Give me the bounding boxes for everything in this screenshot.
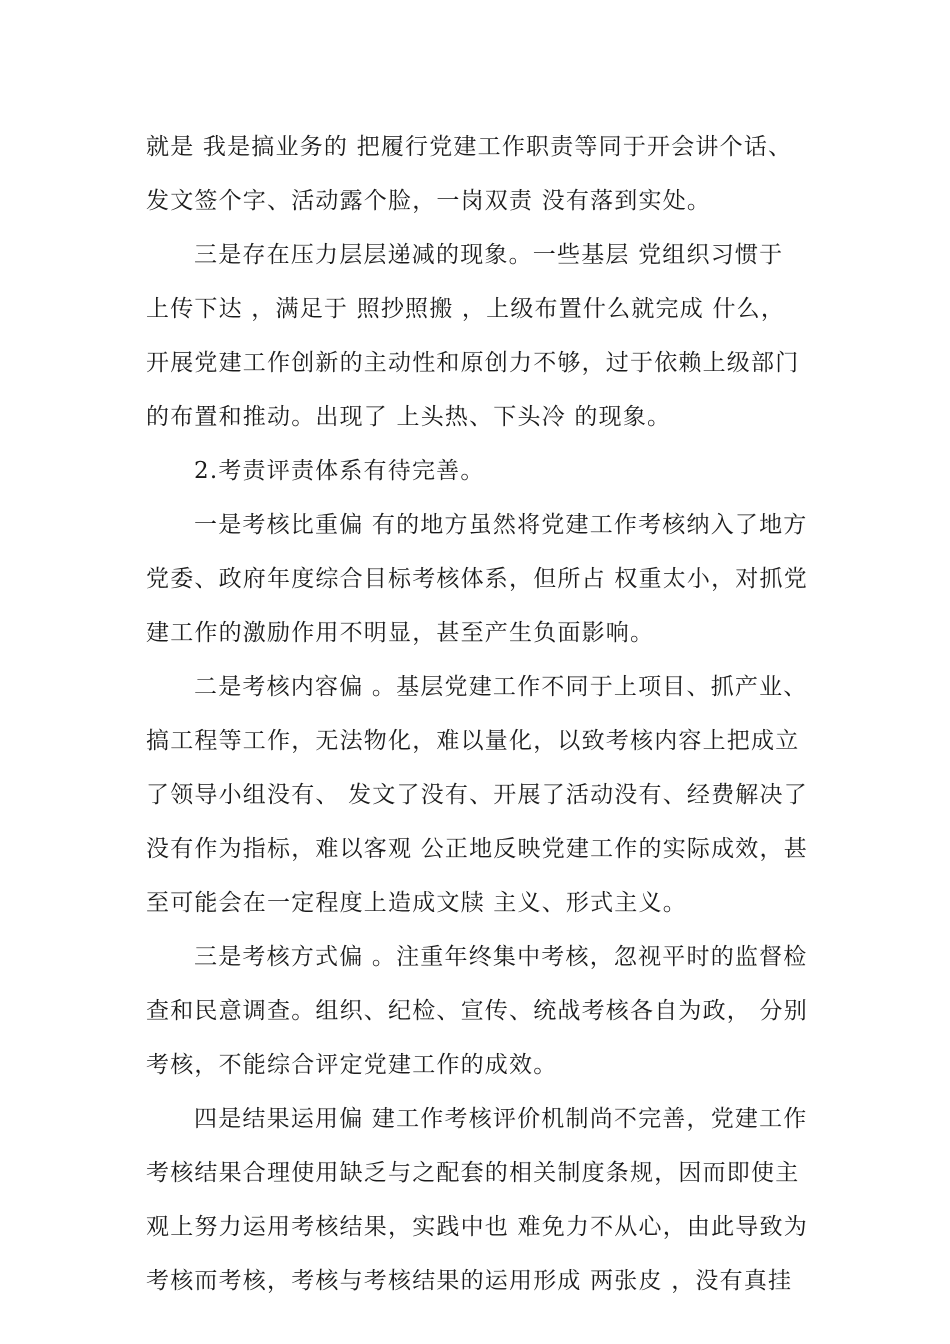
text-line: 考核，不能综合评定党建工作的成效。 <box>146 1052 558 1078</box>
text-line: 的布置和推动。出现了 上头热、下头冷 的现象。 <box>146 404 672 430</box>
text-line: 查和民意调查。组织、纪检、宣传、统战考核各自为政， 分别 <box>146 998 808 1024</box>
paragraph-start-line: 三是存在压力层层递减的现象。一些基层 党组织习惯于 <box>194 242 784 268</box>
text-line: 建工作的激励作用不明显，甚至产生负面影响。 <box>146 620 655 646</box>
section-heading: 2.考责评责体系有待完善。 <box>194 458 485 484</box>
text-line: 开展党建工作创新的主动性和原创力不够，过于依赖上级部门 <box>146 350 800 376</box>
text-line: 党委、政府年度综合目标考核体系，但所占 权重太小，对抓党 <box>146 566 808 592</box>
paragraph-start-line: 一是考核比重偏 有的地方虽然将党建工作考核纳入了地方 <box>194 512 808 538</box>
paragraph-start-line: 三是考核方式偏 。注重年终集中考核，忽视平时的监督检 <box>194 944 808 970</box>
text-line: 没有作为指标，难以客观 公正地反映党建工作的实际成效，甚 <box>146 836 808 862</box>
paragraph-start-line: 四是结果运用偏 建工作考核评价机制尚不完善，党建工作 <box>194 1106 808 1132</box>
text-line: 了领导小组没有、 发文了没有、开展了活动没有、经费解决了 <box>146 782 808 808</box>
text-line: 上传下达 ，满足于 照抄照搬 ，上级布置什么就完成 什么， <box>146 296 786 322</box>
paragraph-start-line: 二是考核内容偏 。基层党建工作不同于上项目、抓产业、 <box>194 674 808 700</box>
text-line: 就是 我是搞业务的 把履行党建工作职责等同于开会讲个话、 <box>146 134 793 160</box>
text-line: 发文签个字、活动露个脸，一岗双责 没有落到实处。 <box>146 188 712 214</box>
text-line: 至可能会在一定程度上造成文牍 主义、形式主义。 <box>146 890 687 916</box>
text-line: 考核结果合理使用缺乏与之配套的相关制度条规，因而即使主 <box>146 1160 800 1186</box>
text-line: 搞工程等工作，无法物化，难以量化，以致考核内容上把成立 <box>146 728 800 754</box>
text-line: 观上努力运用考核结果，实践中也 难免力不从心，由此导致为 <box>146 1214 808 1240</box>
text-line: 考核而考核，考核与考核结果的运用形成 两张皮 ，没有真挂 <box>146 1268 793 1294</box>
